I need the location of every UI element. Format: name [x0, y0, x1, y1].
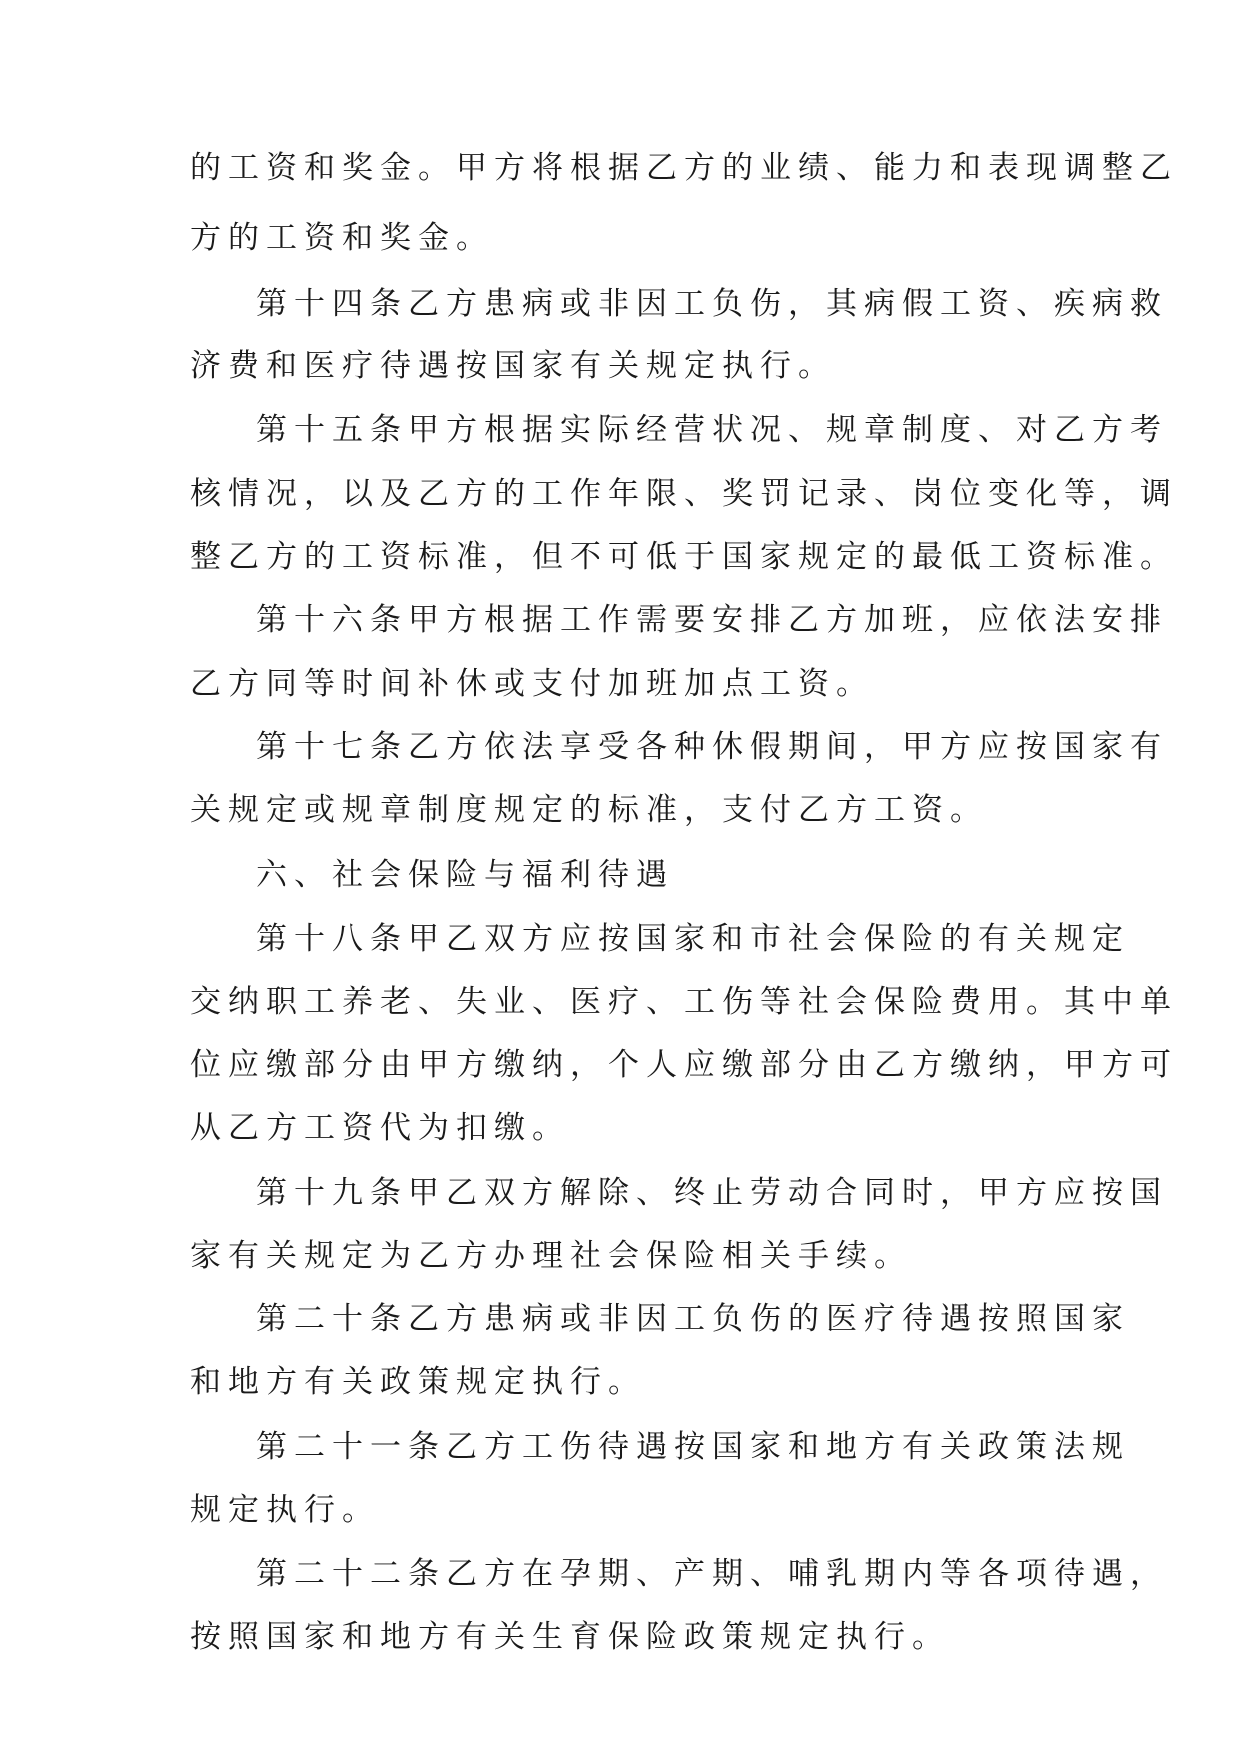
- article-19-line: 第十九条甲乙双方解除、终止劳动合同时，甲方应按国: [256, 1175, 1168, 1211]
- text-line: 家有关规定为乙方办理社会保险相关手续。: [190, 1238, 912, 1274]
- article-18-line: 第十八条甲乙双方应按国家和市社会保险的有关规定: [256, 921, 1130, 957]
- article-22-line: 第二十二条乙方在孕期、产期、哺乳期内等各项待遇，: [256, 1556, 1168, 1592]
- text-line: 关规定或规章制度规定的标准，支付乙方工资。: [190, 792, 988, 828]
- article-16-line: 第十六条甲方根据工作需要安排乙方加班，应依法安排: [256, 602, 1168, 638]
- text-line: 位应缴部分由甲方缴纳，个人应缴部分由乙方缴纳，甲方可: [190, 1047, 1178, 1083]
- article-17-line: 第十七条乙方依法享受各种休假期间，甲方应按国家有: [256, 729, 1168, 765]
- article-21-line: 第二十一条乙方工伤待遇按国家和地方有关政策法规: [256, 1429, 1130, 1465]
- text-line: 从乙方工资代为扣缴。: [190, 1110, 570, 1146]
- article-15-line: 第十五条甲方根据实际经营状况、规章制度、对乙方考: [256, 412, 1168, 448]
- text-line: 交纳职工养老、失业、医疗、工伤等社会保险费用。其中单: [190, 984, 1178, 1020]
- text-line: 和地方有关政策规定执行。: [190, 1364, 646, 1400]
- text-line: 方的工资和奖金。: [190, 220, 494, 256]
- article-14-line: 第十四条乙方患病或非因工负伤，其病假工资、疾病救: [256, 286, 1168, 322]
- text-line: 核情况，以及乙方的工作年限、奖罚记录、岗位变化等，调: [190, 476, 1178, 512]
- text-line: 规定执行。: [190, 1492, 380, 1528]
- section-heading: 六、社会保险与福利待遇: [256, 857, 674, 893]
- text-line: 的工资和奖金。甲方将根据乙方的业绩、能力和表现调整乙: [190, 150, 1178, 186]
- article-20-line: 第二十条乙方患病或非因工负伤的医疗待遇按照国家: [256, 1301, 1130, 1337]
- text-line: 按照国家和地方有关生育保险政策规定执行。: [190, 1619, 950, 1655]
- text-line: 乙方同等时间补休或支付加班加点工资。: [190, 666, 874, 702]
- text-line: 济费和医疗待遇按国家有关规定执行。: [190, 348, 836, 384]
- text-line: 整乙方的工资标准，但不可低于国家规定的最低工资标准。: [190, 539, 1178, 575]
